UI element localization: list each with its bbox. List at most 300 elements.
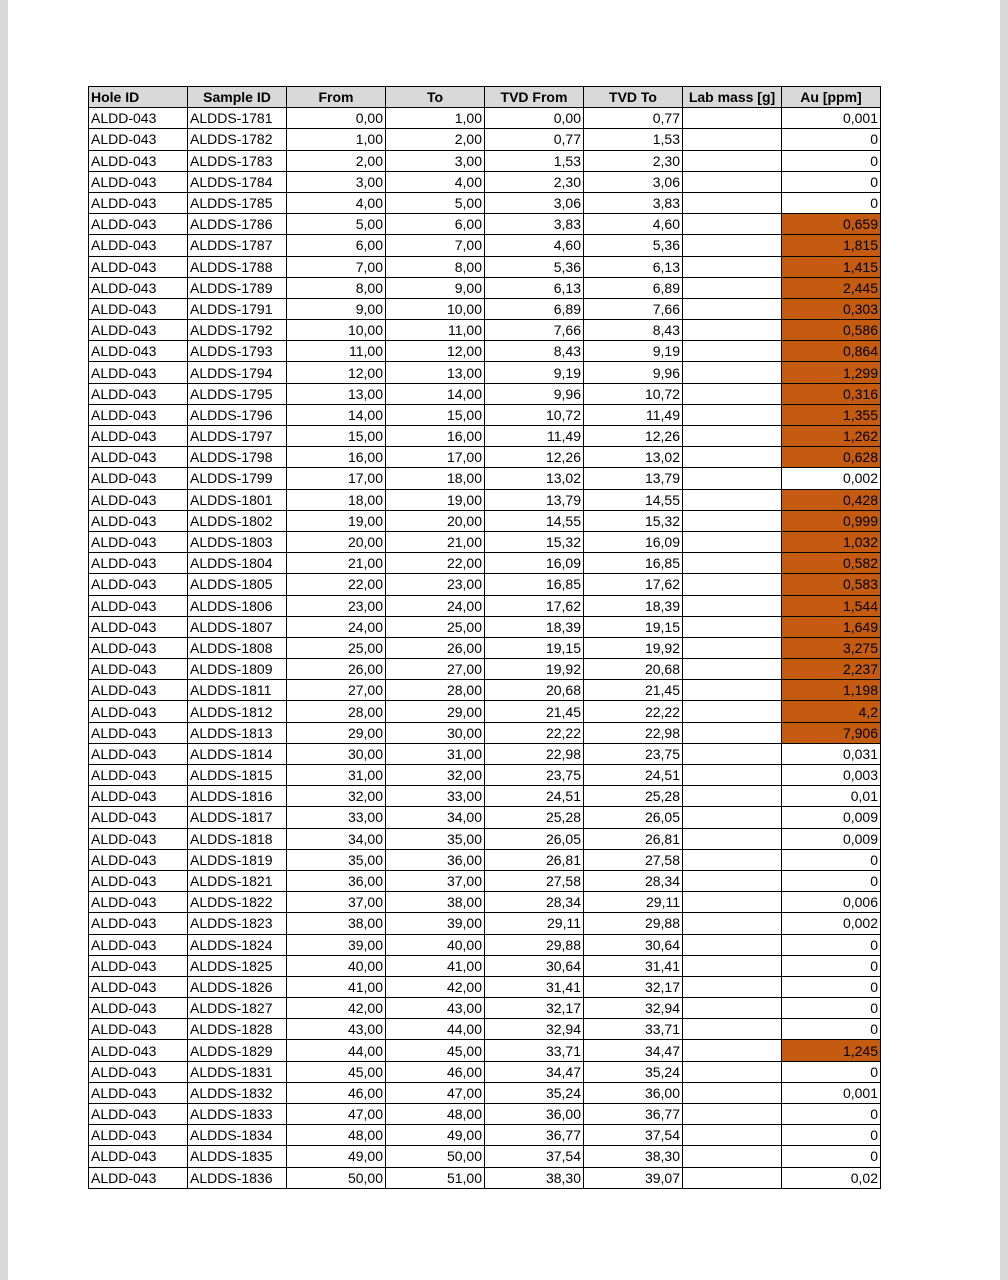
cell-lab-mass: [683, 277, 782, 298]
cell-tvd-to: 6,89: [584, 277, 683, 298]
cell-tvd-from: 6,89: [485, 298, 584, 319]
cell-tvd-from: 12,26: [485, 447, 584, 468]
table-row: [89, 786, 881, 807]
cell-hole-id: ALDD-043: [89, 235, 188, 256]
cell-lab-mass: [683, 870, 782, 891]
cell-to: 6,00: [386, 214, 485, 235]
cell-au-ppm: 1,544: [782, 595, 881, 616]
cell-to: 22,00: [386, 553, 485, 574]
cell-sample-id: ALDDS-1804: [188, 553, 287, 574]
cell-sample-id: ALDDS-1814: [188, 743, 287, 764]
cell-from: 21,00: [287, 553, 386, 574]
cell-lab-mass: [683, 171, 782, 192]
cell-lab-mass: [683, 913, 782, 934]
cell-lab-mass: [683, 616, 782, 637]
cell-from: 35,00: [287, 849, 386, 870]
cell-lab-mass: [683, 934, 782, 955]
cell-from: 9,00: [287, 298, 386, 319]
cell-to: 49,00: [386, 1125, 485, 1146]
cell-hole-id: ALDD-043: [89, 1019, 188, 1040]
cell-sample-id: ALDDS-1795: [188, 383, 287, 404]
cell-tvd-from: 7,66: [485, 320, 584, 341]
cell-au-ppm: 0,864: [782, 341, 881, 362]
table-row: [89, 743, 881, 764]
cell-au-ppm: 0,628: [782, 447, 881, 468]
cell-to: 26,00: [386, 637, 485, 658]
cell-from: 5,00: [287, 214, 386, 235]
table-row: [89, 383, 881, 404]
document-page: [8, 0, 1000, 1280]
cell-hole-id: ALDD-043: [89, 129, 188, 150]
cell-tvd-to: 14,55: [584, 489, 683, 510]
cell-from: 12,00: [287, 362, 386, 383]
cell-hole-id: ALDD-043: [89, 1040, 188, 1061]
cell-sample-id: ALDDS-1823: [188, 913, 287, 934]
cell-tvd-from: 3,06: [485, 192, 584, 213]
cell-lab-mass: [683, 701, 782, 722]
cell-sample-id: ALDDS-1786: [188, 214, 287, 235]
cell-hole-id: ALDD-043: [89, 976, 188, 997]
cell-to: 40,00: [386, 934, 485, 955]
cell-lab-mass: [683, 341, 782, 362]
cell-hole-id: ALDD-043: [89, 404, 188, 425]
cell-au-ppm: 1,355: [782, 404, 881, 425]
cell-to: 38,00: [386, 892, 485, 913]
cell-lab-mass: [683, 849, 782, 870]
cell-au-ppm: 1,032: [782, 531, 881, 552]
cell-tvd-from: 14,55: [485, 510, 584, 531]
table-row: [89, 849, 881, 870]
cell-from: 46,00: [287, 1082, 386, 1103]
cell-to: 21,00: [386, 531, 485, 552]
cell-sample-id: ALDDS-1794: [188, 362, 287, 383]
cell-lab-mass: [683, 404, 782, 425]
cell-lab-mass: [683, 468, 782, 489]
cell-lab-mass: [683, 722, 782, 743]
table-row: [89, 1061, 881, 1082]
cell-tvd-from: 23,75: [485, 765, 584, 786]
cell-tvd-to: 17,62: [584, 574, 683, 595]
cell-tvd-to: 3,83: [584, 192, 683, 213]
cell-sample-id: ALDDS-1789: [188, 277, 287, 298]
table-row: [89, 1146, 881, 1167]
cell-tvd-from: 16,85: [485, 574, 584, 595]
cell-tvd-from: 19,15: [485, 637, 584, 658]
cell-sample-id: ALDDS-1828: [188, 1019, 287, 1040]
cell-to: 25,00: [386, 616, 485, 637]
table-row: [89, 129, 881, 150]
cell-tvd-from: 0,77: [485, 129, 584, 150]
table-row: [89, 934, 881, 955]
cell-to: 17,00: [386, 447, 485, 468]
cell-hole-id: ALDD-043: [89, 616, 188, 637]
table-row: [89, 1125, 881, 1146]
cell-tvd-from: 32,17: [485, 998, 584, 1019]
cell-sample-id: ALDDS-1834: [188, 1125, 287, 1146]
cell-au-ppm: 1,415: [782, 256, 881, 277]
cell-au-ppm: 0,006: [782, 892, 881, 913]
table-row: [89, 1082, 881, 1103]
cell-sample-id: ALDDS-1782: [188, 129, 287, 150]
header-tvd-to: TVD To: [584, 87, 683, 108]
table-row: [89, 341, 881, 362]
cell-lab-mass: [683, 108, 782, 129]
cell-from: 39,00: [287, 934, 386, 955]
cell-tvd-from: 9,19: [485, 362, 584, 383]
cell-tvd-from: 29,11: [485, 913, 584, 934]
cell-tvd-to: 10,72: [584, 383, 683, 404]
cell-tvd-from: 26,81: [485, 849, 584, 870]
cell-hole-id: ALDD-043: [89, 341, 188, 362]
cell-hole-id: ALDD-043: [89, 468, 188, 489]
cell-sample-id: ALDDS-1791: [188, 298, 287, 319]
cell-hole-id: ALDD-043: [89, 510, 188, 531]
cell-au-ppm: 0,002: [782, 913, 881, 934]
cell-au-ppm: 0,001: [782, 108, 881, 129]
table-row: [89, 701, 881, 722]
cell-lab-mass: [683, 1019, 782, 1040]
cell-from: 16,00: [287, 447, 386, 468]
cell-tvd-to: 23,75: [584, 743, 683, 764]
cell-au-ppm: 0: [782, 192, 881, 213]
cell-lab-mass: [683, 1125, 782, 1146]
cell-tvd-to: 16,85: [584, 553, 683, 574]
header-tvd-from: TVD From: [485, 87, 584, 108]
cell-tvd-from: 6,13: [485, 277, 584, 298]
cell-sample-id: ALDDS-1812: [188, 701, 287, 722]
cell-tvd-to: 9,96: [584, 362, 683, 383]
cell-to: 51,00: [386, 1167, 485, 1188]
cell-au-ppm: 0: [782, 129, 881, 150]
cell-to: 1,00: [386, 108, 485, 129]
cell-lab-mass: [683, 150, 782, 171]
cell-from: 38,00: [287, 913, 386, 934]
cell-sample-id: ALDDS-1824: [188, 934, 287, 955]
cell-tvd-from: 11,49: [485, 426, 584, 447]
cell-tvd-to: 2,30: [584, 150, 683, 171]
cell-to: 37,00: [386, 870, 485, 891]
cell-au-ppm: 0: [782, 998, 881, 1019]
cell-lab-mass: [683, 383, 782, 404]
table-row: [89, 320, 881, 341]
table-row: [89, 955, 881, 976]
cell-tvd-to: 30,64: [584, 934, 683, 955]
cell-from: 49,00: [287, 1146, 386, 1167]
cell-lab-mass: [683, 235, 782, 256]
cell-tvd-from: 36,00: [485, 1104, 584, 1125]
cell-tvd-to: 18,39: [584, 595, 683, 616]
cell-au-ppm: 0: [782, 870, 881, 891]
cell-au-ppm: 0: [782, 1125, 881, 1146]
cell-lab-mass: [683, 214, 782, 235]
cell-sample-id: ALDDS-1831: [188, 1061, 287, 1082]
cell-tvd-to: 38,30: [584, 1146, 683, 1167]
cell-hole-id: ALDD-043: [89, 659, 188, 680]
cell-sample-id: ALDDS-1799: [188, 468, 287, 489]
cell-sample-id: ALDDS-1801: [188, 489, 287, 510]
cell-hole-id: ALDD-043: [89, 298, 188, 319]
cell-from: 27,00: [287, 680, 386, 701]
table-row: [89, 150, 881, 171]
cell-tvd-from: 0,00: [485, 108, 584, 129]
cell-au-ppm: 0: [782, 1104, 881, 1125]
cell-tvd-from: 33,71: [485, 1040, 584, 1061]
cell-lab-mass: [683, 1061, 782, 1082]
cell-to: 47,00: [386, 1082, 485, 1103]
cell-tvd-to: 25,28: [584, 786, 683, 807]
cell-au-ppm: 7,906: [782, 722, 881, 743]
cell-from: 40,00: [287, 955, 386, 976]
cell-from: 19,00: [287, 510, 386, 531]
cell-au-ppm: 0,659: [782, 214, 881, 235]
cell-sample-id: ALDDS-1816: [188, 786, 287, 807]
cell-tvd-from: 1,53: [485, 150, 584, 171]
cell-hole-id: ALDD-043: [89, 998, 188, 1019]
cell-tvd-from: 31,41: [485, 976, 584, 997]
cell-sample-id: ALDDS-1788: [188, 256, 287, 277]
cell-tvd-from: 37,54: [485, 1146, 584, 1167]
header-row: [89, 87, 881, 108]
cell-au-ppm: 3,275: [782, 637, 881, 658]
cell-sample-id: ALDDS-1808: [188, 637, 287, 658]
table-body: [89, 108, 881, 1189]
cell-hole-id: ALDD-043: [89, 214, 188, 235]
cell-au-ppm: 0: [782, 150, 881, 171]
cell-hole-id: ALDD-043: [89, 256, 188, 277]
cell-tvd-to: 15,32: [584, 510, 683, 531]
cell-from: 20,00: [287, 531, 386, 552]
cell-to: 15,00: [386, 404, 485, 425]
cell-from: 30,00: [287, 743, 386, 764]
cell-tvd-from: 27,58: [485, 870, 584, 891]
cell-tvd-from: 5,36: [485, 256, 584, 277]
cell-to: 18,00: [386, 468, 485, 489]
cell-hole-id: ALDD-043: [89, 150, 188, 171]
cell-to: 20,00: [386, 510, 485, 531]
cell-au-ppm: 0,583: [782, 574, 881, 595]
cell-tvd-from: 34,47: [485, 1061, 584, 1082]
cell-lab-mass: [683, 680, 782, 701]
cell-tvd-from: 9,96: [485, 383, 584, 404]
table-row: [89, 531, 881, 552]
cell-au-ppm: 0: [782, 849, 881, 870]
cell-to: 41,00: [386, 955, 485, 976]
cell-lab-mass: [683, 1167, 782, 1188]
cell-tvd-to: 20,68: [584, 659, 683, 680]
cell-from: 41,00: [287, 976, 386, 997]
cell-hole-id: ALDD-043: [89, 171, 188, 192]
cell-sample-id: ALDDS-1825: [188, 955, 287, 976]
cell-tvd-to: 36,77: [584, 1104, 683, 1125]
cell-hole-id: ALDD-043: [89, 701, 188, 722]
cell-sample-id: ALDDS-1817: [188, 807, 287, 828]
cell-hole-id: ALDD-043: [89, 192, 188, 213]
table-row: [89, 1019, 881, 1040]
cell-lab-mass: [683, 256, 782, 277]
cell-tvd-to: 32,17: [584, 976, 683, 997]
cell-to: 34,00: [386, 807, 485, 828]
cell-to: 8,00: [386, 256, 485, 277]
cell-from: 3,00: [287, 171, 386, 192]
cell-tvd-from: 15,32: [485, 531, 584, 552]
cell-from: 28,00: [287, 701, 386, 722]
cell-lab-mass: [683, 362, 782, 383]
table-row: [89, 659, 881, 680]
cell-tvd-to: 12,26: [584, 426, 683, 447]
cell-from: 23,00: [287, 595, 386, 616]
cell-au-ppm: 2,445: [782, 277, 881, 298]
cell-to: 23,00: [386, 574, 485, 595]
cell-tvd-to: 26,05: [584, 807, 683, 828]
cell-tvd-to: 31,41: [584, 955, 683, 976]
cell-to: 19,00: [386, 489, 485, 510]
cell-tvd-from: 38,30: [485, 1167, 584, 1188]
cell-lab-mass: [683, 510, 782, 531]
cell-tvd-from: 13,79: [485, 489, 584, 510]
cell-tvd-to: 35,24: [584, 1061, 683, 1082]
table-row: [89, 892, 881, 913]
cell-au-ppm: 0,316: [782, 383, 881, 404]
cell-tvd-to: 1,53: [584, 129, 683, 150]
assay-table: [88, 86, 881, 1189]
cell-lab-mass: [683, 786, 782, 807]
cell-from: 43,00: [287, 1019, 386, 1040]
cell-sample-id: ALDDS-1819: [188, 849, 287, 870]
cell-tvd-from: 22,98: [485, 743, 584, 764]
cell-sample-id: ALDDS-1835: [188, 1146, 287, 1167]
cell-sample-id: ALDDS-1813: [188, 722, 287, 743]
cell-to: 2,00: [386, 129, 485, 150]
cell-from: 25,00: [287, 637, 386, 658]
table-row: [89, 298, 881, 319]
cell-sample-id: ALDDS-1781: [188, 108, 287, 129]
cell-hole-id: ALDD-043: [89, 1167, 188, 1188]
cell-from: 0,00: [287, 108, 386, 129]
cell-to: 29,00: [386, 701, 485, 722]
cell-to: 44,00: [386, 1019, 485, 1040]
table-row: [89, 1167, 881, 1188]
cell-tvd-to: 21,45: [584, 680, 683, 701]
cell-hole-id: ALDD-043: [89, 955, 188, 976]
cell-sample-id: ALDDS-1822: [188, 892, 287, 913]
table-row: [89, 680, 881, 701]
cell-to: 33,00: [386, 786, 485, 807]
cell-lab-mass: [683, 892, 782, 913]
cell-sample-id: ALDDS-1829: [188, 1040, 287, 1061]
cell-from: 17,00: [287, 468, 386, 489]
cell-to: 28,00: [386, 680, 485, 701]
cell-from: 33,00: [287, 807, 386, 828]
cell-hole-id: ALDD-043: [89, 595, 188, 616]
cell-tvd-from: 28,34: [485, 892, 584, 913]
cell-hole-id: ALDD-043: [89, 934, 188, 955]
cell-tvd-from: 36,77: [485, 1125, 584, 1146]
cell-tvd-to: 19,92: [584, 637, 683, 658]
cell-au-ppm: 0,02: [782, 1167, 881, 1188]
cell-hole-id: ALDD-043: [89, 362, 188, 383]
cell-tvd-from: 19,92: [485, 659, 584, 680]
cell-to: 50,00: [386, 1146, 485, 1167]
table-row: [89, 192, 881, 213]
cell-au-ppm: 0,002: [782, 468, 881, 489]
cell-tvd-from: 24,51: [485, 786, 584, 807]
cell-au-ppm: 0,031: [782, 743, 881, 764]
cell-sample-id: ALDDS-1811: [188, 680, 287, 701]
table-row: [89, 574, 881, 595]
cell-tvd-to: 26,81: [584, 828, 683, 849]
cell-au-ppm: 0: [782, 934, 881, 955]
cell-lab-mass: [683, 1104, 782, 1125]
cell-to: 7,00: [386, 235, 485, 256]
cell-from: 48,00: [287, 1125, 386, 1146]
cell-tvd-to: 24,51: [584, 765, 683, 786]
cell-sample-id: ALDDS-1803: [188, 531, 287, 552]
table-row: [89, 765, 881, 786]
table-row: [89, 489, 881, 510]
cell-sample-id: ALDDS-1809: [188, 659, 287, 680]
cell-hole-id: ALDD-043: [89, 765, 188, 786]
cell-tvd-from: 2,30: [485, 171, 584, 192]
cell-from: 6,00: [287, 235, 386, 256]
cell-au-ppm: 0,586: [782, 320, 881, 341]
cell-sample-id: ALDDS-1805: [188, 574, 287, 595]
cell-from: 13,00: [287, 383, 386, 404]
cell-tvd-to: 22,22: [584, 701, 683, 722]
cell-hole-id: ALDD-043: [89, 531, 188, 552]
cell-to: 39,00: [386, 913, 485, 934]
cell-from: 18,00: [287, 489, 386, 510]
cell-lab-mass: [683, 595, 782, 616]
cell-au-ppm: 1,198: [782, 680, 881, 701]
cell-tvd-to: 29,11: [584, 892, 683, 913]
cell-sample-id: ALDDS-1833: [188, 1104, 287, 1125]
cell-tvd-to: 9,19: [584, 341, 683, 362]
cell-tvd-from: 16,09: [485, 553, 584, 574]
cell-to: 9,00: [386, 277, 485, 298]
cell-au-ppm: 0,009: [782, 828, 881, 849]
table-row: [89, 807, 881, 828]
cell-to: 31,00: [386, 743, 485, 764]
cell-au-ppm: 0,003: [782, 765, 881, 786]
cell-from: 14,00: [287, 404, 386, 425]
cell-to: 5,00: [386, 192, 485, 213]
cell-from: 44,00: [287, 1040, 386, 1061]
cell-tvd-from: 29,88: [485, 934, 584, 955]
cell-to: 14,00: [386, 383, 485, 404]
cell-lab-mass: [683, 553, 782, 574]
cell-tvd-to: 7,66: [584, 298, 683, 319]
table-row: [89, 976, 881, 997]
cell-to: 42,00: [386, 976, 485, 997]
cell-tvd-to: 5,36: [584, 235, 683, 256]
cell-from: 36,00: [287, 870, 386, 891]
cell-sample-id: ALDDS-1836: [188, 1167, 287, 1188]
cell-sample-id: ALDDS-1784: [188, 171, 287, 192]
header-hole-id: Hole ID: [89, 87, 188, 108]
cell-lab-mass: [683, 531, 782, 552]
cell-from: 11,00: [287, 341, 386, 362]
cell-to: 3,00: [386, 150, 485, 171]
cell-sample-id: ALDDS-1826: [188, 976, 287, 997]
cell-to: 10,00: [386, 298, 485, 319]
cell-to: 43,00: [386, 998, 485, 1019]
cell-from: 42,00: [287, 998, 386, 1019]
cell-au-ppm: 0: [782, 1019, 881, 1040]
cell-sample-id: ALDDS-1818: [188, 828, 287, 849]
cell-tvd-to: 6,13: [584, 256, 683, 277]
cell-from: 8,00: [287, 277, 386, 298]
cell-from: 32,00: [287, 786, 386, 807]
